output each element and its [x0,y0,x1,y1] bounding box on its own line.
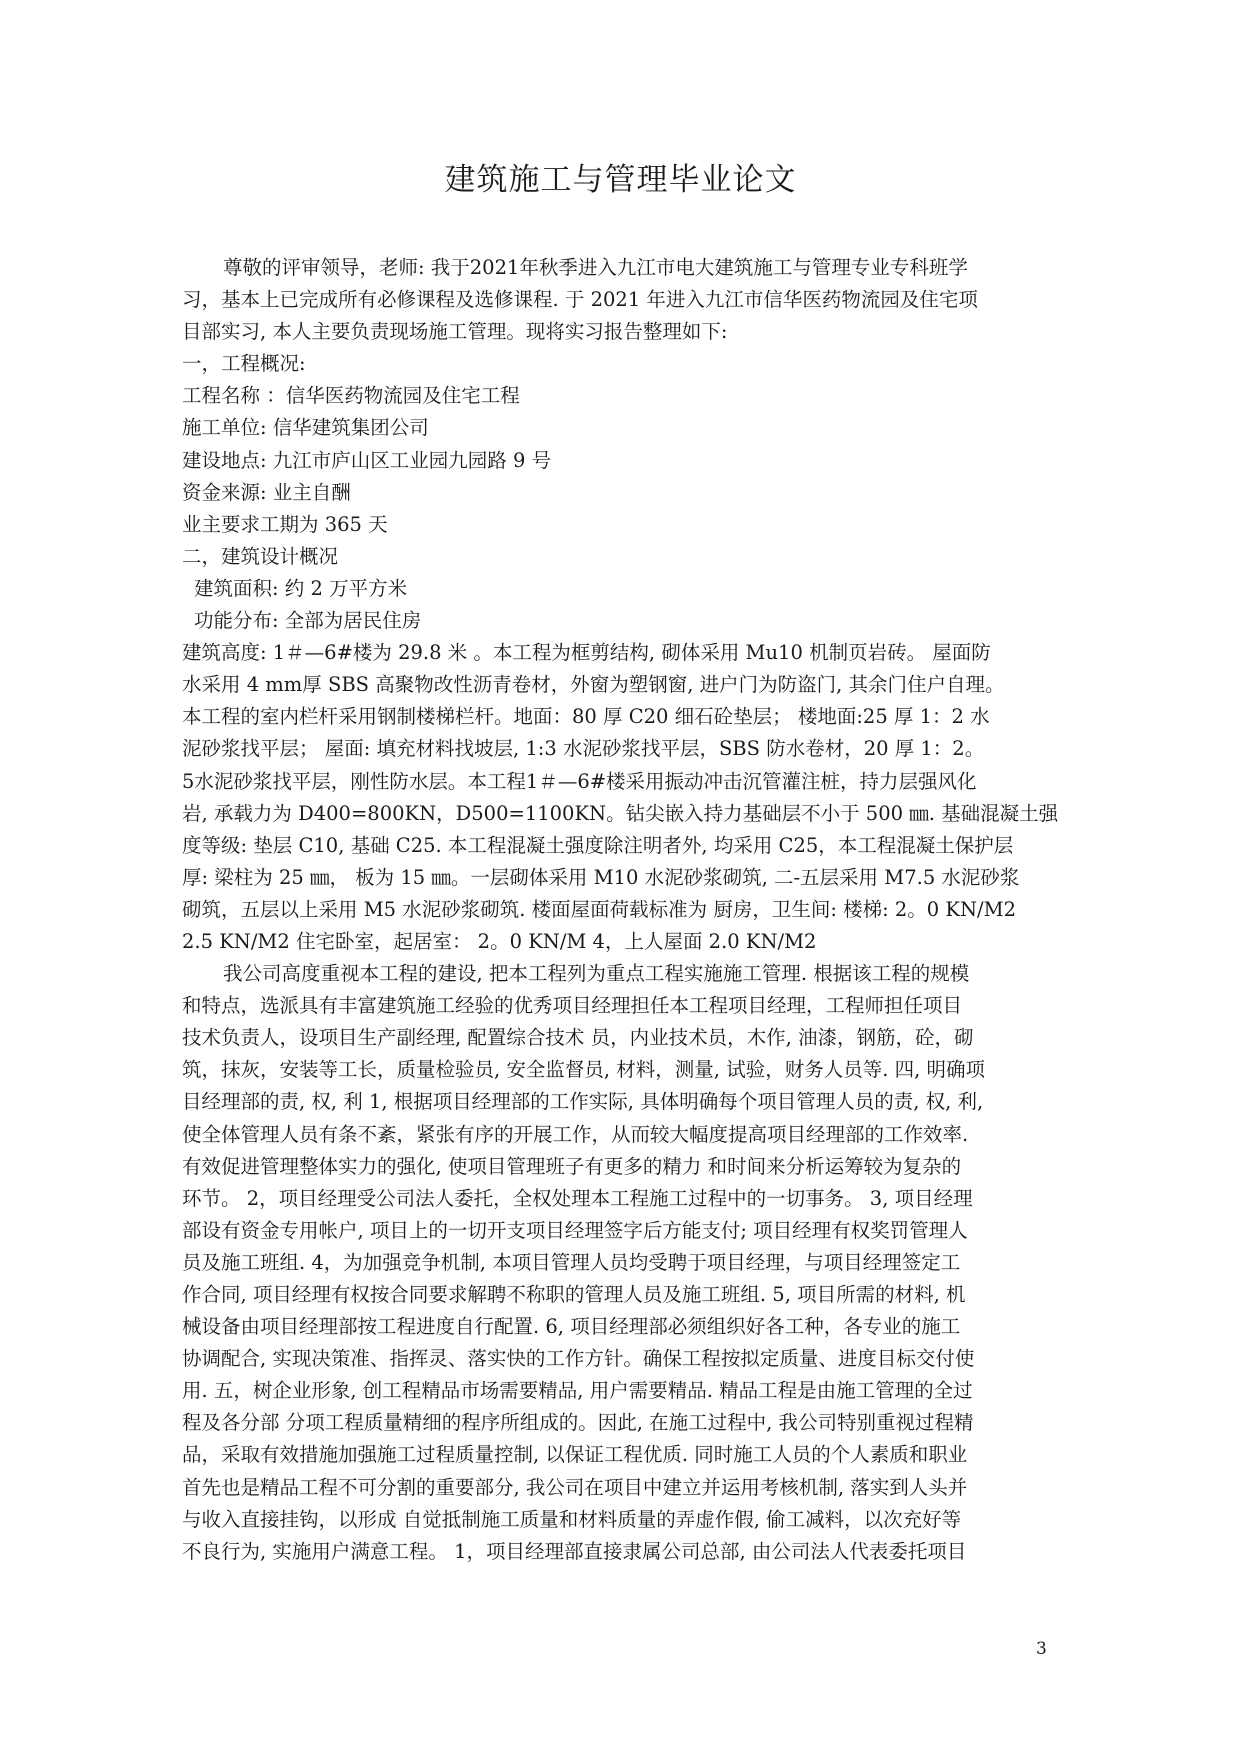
paragraph-line: 厚: 梁柱为 25 ㎜， 板为 15 ㎜。一层砌体采用 M10 水泥砂浆砌筑, 二-五层采用 M7.5 水泥砂浆 [182,865,1020,889]
project-info-line: 建设地点: 九江市庐山区工业园九园路 9 号 [182,448,552,472]
paragraph-line: 泥砂浆找平层； 屋面: 填充材料找坡层, 1:3 水泥砂浆找平层，SBS 防水卷材，20 厚 1：2。 [182,737,985,761]
document-title: 建筑施工与管理毕业论文 [444,162,797,198]
paragraph-line: 部设有资金专用帐户, 项目上的一切开支项目经理签字后方能支付; 项目经理有权奖罚管理人 [182,1218,968,1242]
paragraph-line: 筑，抹灰，安装等工长，质量检验员, 安全监督员, 材料，测量, 试验，财务人员等. 四, 明确项 [182,1058,985,1082]
design-info-line: 功能分布: 全部为居民住房 [194,609,422,633]
paragraph-line: 尊敬的评审领导，老师: 我于2021年秋季进入九江市电大建筑施工与管理专业专科班学 [223,256,968,279]
section-heading: 二，建筑设计概况 [182,544,339,568]
paragraph-line: 本工程的室内栏杆采用钢制楼梯栏杆。地面：80 厚 C20 细石砼垫层； 楼地面:25 厚 1：2 水 [182,705,990,729]
paragraph-line: 目经理部的责, 权, 利 1, 根据项目经理部的工作实际, 具体明确每个项目管理人员的责, 权, 利, [182,1090,984,1114]
paragraph-line: 砌筑，五层以上采用 M5 水泥砂浆砌筑. 楼面屋面荷载标准为 厨房，卫生间: 楼梯: 2。0 KN/M2 [182,897,1016,921]
project-info-line: 资金来源: 业主自酬 [182,480,351,504]
document-body [182,252,1082,1568]
project-info-line: 工程名称 ：信华医药物流园及住宅工程 [182,384,520,408]
paragraph-line: 水采用 4 mm厚 SBS 高聚物改性沥青卷材，外窗为塑钢窗, 进户门为防盗门, 其余门住户自理。 [182,673,1005,697]
paragraph-line: 协调配合, 实现决策准、指挥灵、落实快的工作方针。确保工程按拟定质量、进度目标交付使 [182,1347,975,1371]
paragraph-line: 技术负责人，设项目生产副经理, 配置综合技术 员，内业技术员，木作, 油漆，钢筋，砼，砌 [182,1026,974,1050]
paragraph-line: 和特点，选派具有丰富建筑施工经验的优秀项目经理担任本工程项目经理，工程师担任项目 [182,994,963,1018]
paragraph-line: 2.5 KN/M2 住宅卧室，起居室： 2。0 KN/M 4，上人屋面 2.0 KN/M2 [182,929,817,953]
paragraph-line: 用. 五，树企业形象, 创工程精品市场需要精品, 用户需要精品. 精品工程是由施工管理的全过 [182,1379,973,1403]
paragraph-line: 度等级: 垫层 C10, 基础 C25. 本工程混凝土强度除注明者外, 均采用 C25，本工程混凝土保护层 [182,833,1014,857]
paragraph-line: 使全体管理人员有条不紊，紧张有序的开展工作，从而较大幅度提高项目经理部的工作效率. [182,1122,969,1146]
paragraph-line: 建筑高度: 1＃—6#楼为 29.8 米 。本工程为框剪结构, 砌体采用 Mu10 机制页岩砖。 屋面防 [182,641,991,665]
paragraph-line: 岩, 承载力为 D400=800KN，D500=1100KN。钻尖嵌入持力基础层不小于 500 ㎜. 基础混凝土强 [182,801,1059,825]
design-info-line: 建筑面积: 约 2 万平方米 [194,576,408,600]
project-info-line: 业主要求工期为 365 天 [182,512,388,536]
paragraph-line: 品，采取有效措施加强施工过程质量控制, 以保证工程优质. 同时施工人员的个人素质和职业 [182,1443,968,1467]
paragraph-line: 习，基本上已完成所有必修课程及选修课程. 于 2021 年进入九江市信华医药物流园及住宅项 [182,288,978,312]
paragraph-line: 我公司高度重视本工程的建设, 把本工程列为重点工程实施施工管理. 根据该工程的规模 [223,962,970,986]
paragraph-line: 有效促进管理整体实力的强化, 使项目管理班子有更多的精力 和时间来分析运筹较为复杂的 [182,1154,962,1178]
project-info-line: 施工单位: 信华建筑集团公司 [182,416,429,440]
paragraph-line: 械设备由项目经理部按工程进度自行配置. 6, 项目经理部必须组织好各工种，各专业的施工 [182,1315,961,1339]
paragraph-line: 程及各分部 分项工程质量精细的程序所组成的。因此, 在施工过程中, 我公司特别重视过程精 [182,1411,974,1435]
paragraph-line: 首先也是精品工程不可分割的重要部分, 我公司在项目中建立并运用考核机制, 落实到人头并 [182,1475,968,1499]
paragraph-line: 员及施工班组. 4，为加强竞争机制, 本项目管理人员均受聘于项目经理，与项目经理签定工 [182,1250,961,1274]
paragraph-line: 环节。 2，项目经理受公司法人委托，全权处理本工程施工过程中的一切事务。 3, 项目经理 [182,1186,973,1210]
paragraph-line: 与收入直接挂钩，以形成 自觉抵制施工质量和材料质量的弄虚作假, 偷工减料，以次充好等 [182,1507,962,1531]
paragraph-line: 作合同, 项目经理有权按合同要求解聘不称职的管理人员及施工班组. 5, 项目所需的材料, 机 [182,1283,966,1306]
section-heading: 一，工程概况: [182,352,306,376]
paragraph-line: 5水泥砂浆找平层，刚性防水层。本工程1＃—6#楼采用振动冲击沉管灌注桩，持力层强风化 [182,769,977,793]
paragraph-line: 不良行为, 实施用户满意工程。 1，项目经理部直接隶属公司总部, 由公司法人代表委托项目 [182,1539,967,1563]
page-number: 3 [1036,1639,1047,1659]
paragraph-line: 目部实习, 本人主要负责现场施工管理。现将实习报告整理如下: [182,320,728,344]
